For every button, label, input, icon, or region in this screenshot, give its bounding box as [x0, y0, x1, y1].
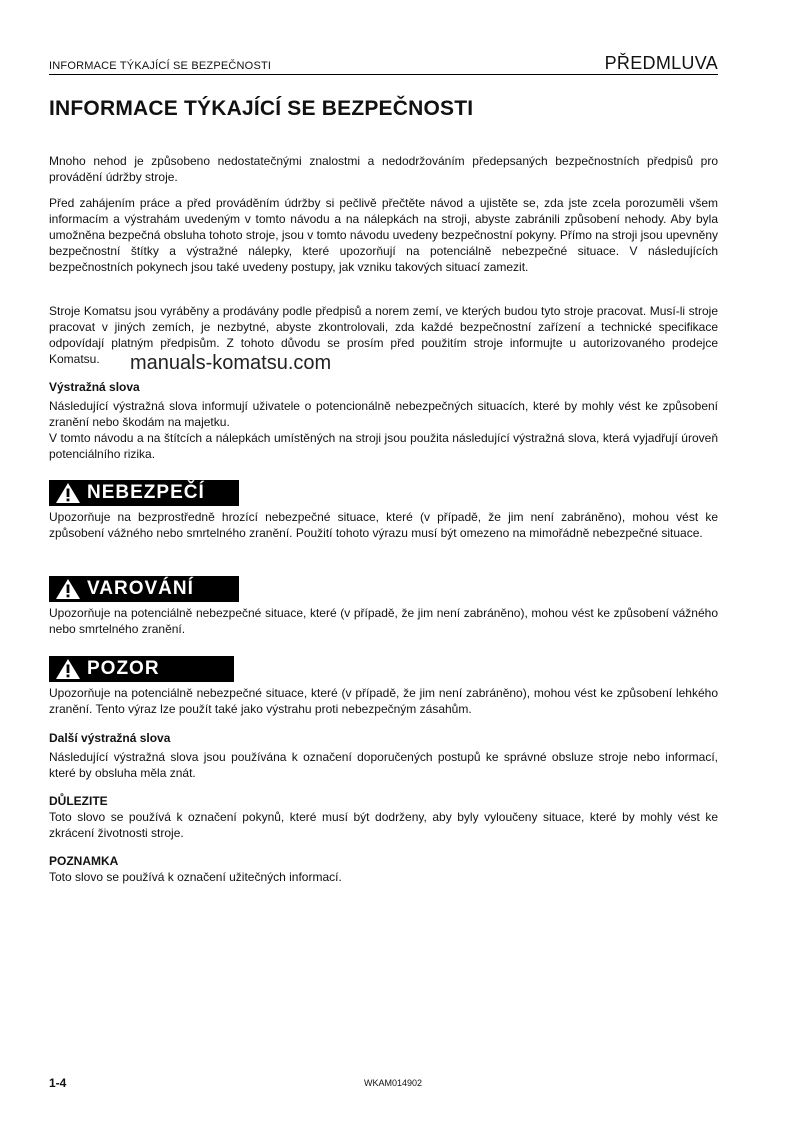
- signal-words-text-1: Následující výstražná slova informují uživatele o potencionálně nebezpečných situacích, které by mohly vést ke způsobení zranění nebo škodám na majetku.: [49, 399, 718, 429]
- intro-paragraph-3: Stroje Komatsu jsou vyráběny a prodávány podle předpisů a norem zemí, ve kterých budou tyto stroje pracovat. Musí-li stroje pracovat v jiných zemích, je nezbytné, abyste zkontrolovali, zda každé bezpečnostní zařízení a technické specifikace odpovídají platným předpisům. Z tohoto důvodu se prosím před použitím stroje informujte u autorizovaného prodejce Komatsu.: [49, 304, 718, 366]
- running-header-left: INFORMACE TÝKAJÍCÍ SE BEZPEČNOSTI: [49, 60, 272, 72]
- document-code: WKAM014902: [364, 1078, 423, 1088]
- intro-paragraph-1: Mnoho nehod je způsobeno nedostatečnými znalostmi a nedodržováním předepsaných bezpečnostních předpisů pro provádění údržby stroje.: [49, 154, 718, 184]
- warning-text: Upozorňuje na potenciálně nebezpečné situace, které (v případě, že jim není zabráněno), mohou vést ke způsobení vážného nebo smrtelného zranění.: [49, 606, 718, 636]
- warning-label: VAROVÁNÍ: [87, 578, 194, 599]
- note-text: Toto slovo se používá k označení užitečných informací.: [49, 870, 342, 884]
- header-rule: [49, 74, 718, 75]
- running-header-right: PŘEDMLUVA: [604, 53, 718, 73]
- watermark: manuals-komatsu.com: [130, 352, 332, 374]
- danger-label-box: [49, 480, 239, 506]
- warning-triangle-icon: [53, 480, 83, 506]
- page-title: INFORMACE TÝKAJÍCÍ SE BEZPEČNOSTI: [49, 97, 474, 120]
- warning-triangle-icon: [53, 576, 83, 602]
- signal-words-heading: Výstražná slova: [49, 380, 140, 394]
- page-number: 1-4: [49, 1076, 67, 1090]
- intro-paragraph-2: Před zahájením práce a před prováděním údržby si pečlivě přečtěte návod a ujistěte se, zda jste zcela porozuměli všem informacím a výstrahám uvedeným v tomto návodu a na nálepkách na stroji, abyste zabránili způsobení nehody. Aby byla umožněna bezpečná obsluha tohoto stroje, jsou v tomto návodu uvedeny bezpečnostní pokyny. Přímo na stroji jsou upevněny bezpečnostní štítky a výstražné nálepky, které upozorňují na potenciálně nebezpečné situace. V následujících bezpečnostních pokynech jsou také uvedeny postupy, jak vzniku takových situací zamezit.: [49, 196, 718, 274]
- important-heading: DŮLEZITE: [49, 794, 108, 808]
- note-heading: POZNAMKA: [49, 854, 119, 868]
- warning-label-box: [49, 576, 239, 602]
- caution-label: POZOR: [87, 658, 160, 679]
- caution-label-box: [49, 656, 234, 682]
- danger-text: Upozorňuje na bezprostředně hrozící nebezpečné situace, které (v případě, že jim není zabráněno), mohou vést ke způsobení vážného nebo smrtelného zranění. Použití tohoto výrazu musí být omezeno na mimořádně nebezpečné situace.: [49, 510, 718, 540]
- important-text: Toto slovo se používá k označení pokynů, které musí být dodrženy, aby byly vyloučeny situace, které by mohly vést ke zkrácení životnosti stroje.: [49, 810, 718, 840]
- danger-label: NEBEZPEČÍ: [87, 482, 205, 503]
- other-words-text: Následující výstražná slova jsou používána k označení doporučených postupů ke správné obsluze stroje nebo informací, které by obsluha měla znát.: [49, 750, 718, 780]
- warning-triangle-icon: [53, 656, 83, 682]
- signal-words-text-2: V tomto návodu a na štítcích a nálepkách umístěných na stroji jsou použita následující výstražná slova, která vyjadřují úroveň potenciálního rizika.: [49, 431, 718, 461]
- caution-text: Upozorňuje na potenciálně nebezpečné situace, které (v případě, že jim není zabráněno), mohou vést ke způsobení lehkého zranění. Tento výraz lze použít také jako výstrahu proti nebezpečným zásahům.: [49, 686, 718, 716]
- other-words-heading: Další výstražná slova: [49, 731, 171, 745]
